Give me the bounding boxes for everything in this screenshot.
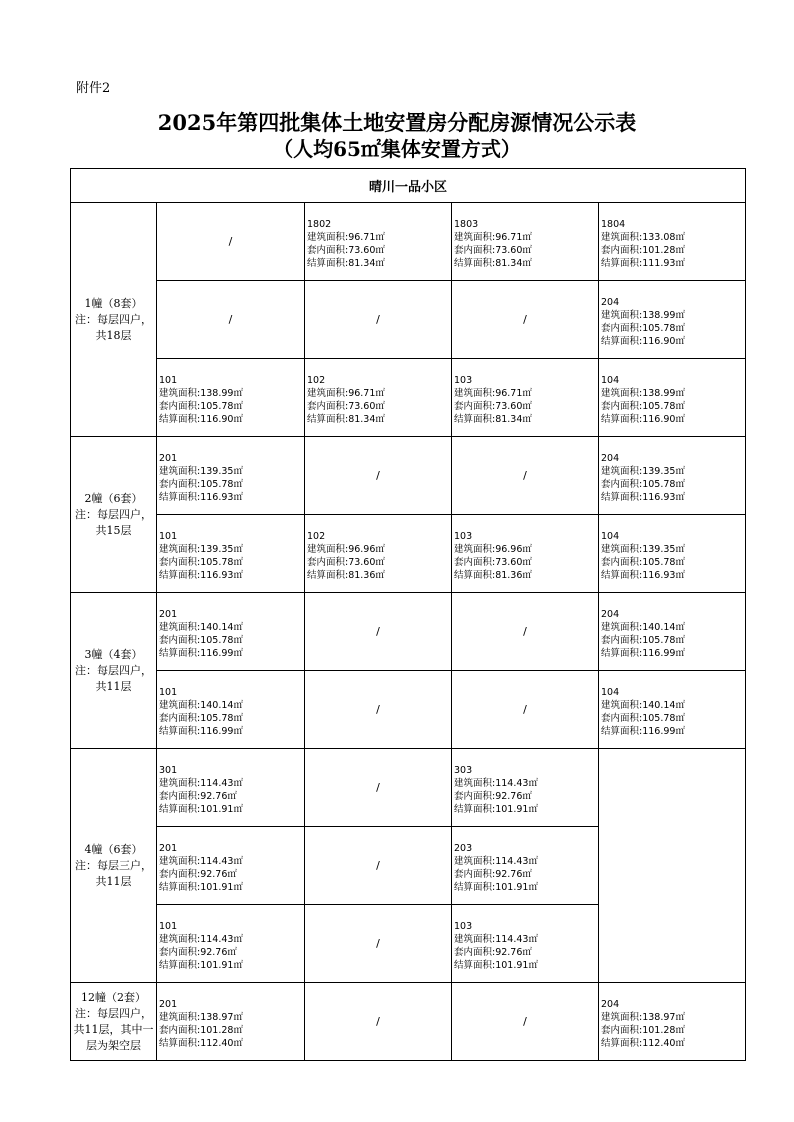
- building-name: 4幢（6套）: [84, 842, 143, 856]
- unit-number: 102: [307, 531, 326, 542]
- unit-cell: [157, 905, 305, 983]
- settle-area: 结算面积:81.36㎡: [454, 570, 532, 581]
- built-area: 建筑面积:114.43㎡: [454, 856, 538, 867]
- built-area: 建筑面积:114.43㎡: [454, 778, 538, 789]
- settle-area: 结算面积:101.91㎡: [159, 960, 243, 971]
- unit-number: 1803: [454, 219, 479, 230]
- building-cell: [71, 203, 157, 437]
- unit-cell: [157, 437, 305, 515]
- unit-number: 104: [601, 375, 620, 386]
- unit-number: 303: [454, 765, 473, 776]
- settle-area: 结算面积:101.91㎡: [159, 804, 243, 815]
- settle-area: 结算面积:116.90㎡: [159, 414, 243, 425]
- inner-area: 套内面积:92.76㎡: [454, 947, 532, 958]
- unit-number: 101: [159, 531, 178, 542]
- unit-number: 103: [454, 921, 473, 932]
- unit-cell: [157, 515, 305, 593]
- empty-unit-cell: /: [452, 281, 599, 359]
- unit-number: 102: [307, 375, 326, 386]
- settle-area: 结算面积:81.34㎡: [307, 258, 385, 269]
- building-name: 3幢（4套）: [84, 647, 143, 661]
- inner-area: 套内面积:92.76㎡: [159, 791, 237, 802]
- unit-cell: [452, 515, 599, 593]
- empty-unit-cell: /: [305, 671, 452, 749]
- built-area: 建筑面积:138.99㎡: [601, 388, 685, 399]
- table-row: [71, 593, 746, 671]
- building-note: 注：每层四户，: [75, 507, 152, 521]
- inner-area: 套内面积:105.78㎡: [159, 713, 243, 724]
- unit-cell: [599, 593, 746, 671]
- empty-unit-cell: /: [305, 905, 452, 983]
- built-area: 建筑面积:139.35㎡: [601, 466, 685, 477]
- table-row: [71, 749, 746, 827]
- unit-number: 101: [159, 375, 178, 386]
- inner-area: 套内面积:73.60㎡: [454, 401, 532, 412]
- inner-area: 套内面积:105.78㎡: [159, 401, 243, 412]
- built-area: 建筑面积:114.43㎡: [454, 934, 538, 945]
- table-row: [71, 203, 746, 281]
- unit-number: 103: [454, 375, 473, 386]
- inner-area: 套内面积:105.78㎡: [601, 635, 685, 646]
- built-area: 建筑面积:114.43㎡: [159, 856, 243, 867]
- inner-area: 套内面积:101.28㎡: [159, 1025, 243, 1036]
- inner-area: 套内面积:73.60㎡: [307, 245, 385, 256]
- building-cell: [71, 983, 157, 1061]
- attachment-label: 附件2: [76, 81, 111, 96]
- inner-area: 套内面积:105.78㎡: [601, 713, 685, 724]
- built-area: 建筑面积:114.43㎡: [159, 934, 243, 945]
- settle-area: 结算面积:116.93㎡: [601, 570, 685, 581]
- table-row: [71, 515, 746, 593]
- unit-cell: [157, 749, 305, 827]
- unit-number: 1802: [307, 219, 332, 230]
- inner-area: 套内面积:92.76㎡: [159, 947, 237, 958]
- inner-area: 套内面积:105.78㎡: [601, 557, 685, 568]
- empty-unit-cell: /: [305, 983, 452, 1061]
- empty-unit-cell: /: [452, 437, 599, 515]
- blank-cell: [599, 749, 746, 983]
- settle-area: 结算面积:111.93㎡: [601, 258, 685, 269]
- page-title: 2025年第四批集体土地安置房分配房源情况公示表: [157, 110, 637, 135]
- building-note: 共15层: [95, 523, 132, 537]
- unit-number: 301: [159, 765, 178, 776]
- unit-number: 204: [601, 297, 620, 308]
- unit-cell: [599, 671, 746, 749]
- settle-area: 结算面积:116.93㎡: [159, 492, 243, 503]
- unit-number: 104: [601, 531, 620, 542]
- unit-number: 1804: [601, 219, 626, 230]
- unit-number: 101: [159, 687, 178, 698]
- built-area: 建筑面积:139.35㎡: [159, 544, 243, 555]
- building-note: 共18层: [95, 328, 132, 342]
- building-note: 共11层，其中一: [73, 1022, 154, 1036]
- built-area: 建筑面积:96.71㎡: [307, 232, 385, 243]
- empty-unit-cell: /: [157, 203, 305, 281]
- empty-unit-cell: /: [305, 281, 452, 359]
- unit-number: 104: [601, 687, 620, 698]
- built-area: 建筑面积:133.08㎡: [601, 232, 685, 243]
- unit-cell: [599, 359, 746, 437]
- settle-area: 结算面积:116.90㎡: [601, 414, 685, 425]
- settle-area: 结算面积:112.40㎡: [601, 1038, 685, 1049]
- building-name: 12幢（2套）: [81, 990, 146, 1004]
- building-note: 共11层: [95, 874, 132, 888]
- settle-area: 结算面积:81.34㎡: [307, 414, 385, 425]
- building-name: 1幢（8套）: [84, 296, 143, 310]
- built-area: 建筑面积:140.14㎡: [601, 622, 685, 633]
- unit-number: 201: [159, 843, 178, 854]
- table-row: [71, 983, 746, 1061]
- unit-cell: [305, 515, 452, 593]
- built-area: 建筑面积:138.97㎡: [159, 1012, 243, 1023]
- inner-area: 套内面积:73.60㎡: [307, 401, 385, 412]
- empty-unit-cell: /: [452, 983, 599, 1061]
- unit-cell: [157, 827, 305, 905]
- settle-area: 结算面积:116.99㎡: [159, 648, 243, 659]
- table-row: [71, 437, 746, 515]
- empty-unit-cell: /: [305, 437, 452, 515]
- unit-number: 204: [601, 453, 620, 464]
- inner-area: 套内面积:92.76㎡: [454, 791, 532, 802]
- unit-number: 201: [159, 609, 178, 620]
- building-note: 注：每层四户，: [75, 312, 152, 326]
- built-area: 建筑面积:96.96㎡: [454, 544, 532, 555]
- settle-area: 结算面积:101.91㎡: [454, 960, 538, 971]
- settle-area: 结算面积:112.40㎡: [159, 1038, 243, 1049]
- built-area: 建筑面积:139.35㎡: [159, 466, 243, 477]
- table-row: [71, 671, 746, 749]
- unit-cell: [452, 827, 599, 905]
- inner-area: 套内面积:101.28㎡: [601, 245, 685, 256]
- unit-number: 101: [159, 921, 178, 932]
- table-row: [71, 281, 746, 359]
- empty-unit-cell: /: [452, 671, 599, 749]
- unit-cell: [452, 749, 599, 827]
- unit-number: 201: [159, 453, 178, 464]
- unit-cell: [452, 203, 599, 281]
- built-area: 建筑面积:96.71㎡: [454, 388, 532, 399]
- inner-area: 套内面积:105.78㎡: [159, 479, 243, 490]
- unit-cell: [452, 905, 599, 983]
- settle-area: 结算面积:116.99㎡: [159, 726, 243, 737]
- building-note: 注：每层三户，: [75, 858, 152, 872]
- settle-area: 结算面积:101.91㎡: [159, 882, 243, 893]
- empty-unit-cell: /: [452, 593, 599, 671]
- inner-area: 套内面积:105.78㎡: [601, 479, 685, 490]
- built-area: 建筑面积:138.99㎡: [601, 310, 685, 321]
- built-area: 建筑面积:138.99㎡: [159, 388, 243, 399]
- building-cell: [71, 437, 157, 593]
- housing-table: [70, 168, 746, 1061]
- inner-area: 套内面积:73.60㎡: [307, 557, 385, 568]
- built-area: 建筑面积:138.97㎡: [601, 1012, 685, 1023]
- settle-area: 结算面积:81.34㎡: [454, 258, 532, 269]
- empty-unit-cell: /: [157, 281, 305, 359]
- unit-number: 103: [454, 531, 473, 542]
- settle-area: 结算面积:116.90㎡: [601, 336, 685, 347]
- built-area: 建筑面积:140.14㎡: [159, 622, 243, 633]
- settle-area: 结算面积:116.93㎡: [601, 492, 685, 503]
- built-area: 建筑面积:140.14㎡: [601, 700, 685, 711]
- building-note: 注：每层四户，: [75, 1006, 152, 1020]
- unit-cell: [599, 437, 746, 515]
- built-area: 建筑面积:140.14㎡: [159, 700, 243, 711]
- built-area: 建筑面积:96.71㎡: [307, 388, 385, 399]
- inner-area: 套内面积:105.78㎡: [159, 635, 243, 646]
- building-note: 注：每层四户，: [75, 663, 152, 677]
- building-cell: [71, 593, 157, 749]
- unit-cell: [305, 203, 452, 281]
- settle-area: 结算面积:116.99㎡: [601, 726, 685, 737]
- unit-number: 204: [601, 999, 620, 1010]
- building-name: 2幢（6套）: [84, 491, 143, 505]
- settle-area: 结算面积:116.93㎡: [159, 570, 243, 581]
- inner-area: 套内面积:92.76㎡: [159, 869, 237, 880]
- built-area: 建筑面积:114.43㎡: [159, 778, 243, 789]
- community-name: 晴川一品小区: [71, 169, 746, 203]
- inner-area: 套内面积:105.78㎡: [159, 557, 243, 568]
- building-cell: [71, 749, 157, 983]
- settle-area: 结算面积:81.36㎡: [307, 570, 385, 581]
- empty-unit-cell: /: [305, 593, 452, 671]
- inner-area: 套内面积:73.60㎡: [454, 245, 532, 256]
- unit-cell: [599, 983, 746, 1061]
- unit-cell: [157, 593, 305, 671]
- built-area: 建筑面积:96.96㎡: [307, 544, 385, 555]
- settle-area: 结算面积:81.34㎡: [454, 414, 532, 425]
- built-area: 建筑面积:139.35㎡: [601, 544, 685, 555]
- empty-unit-cell: /: [305, 749, 452, 827]
- settle-area: 结算面积:101.91㎡: [454, 882, 538, 893]
- unit-cell: [452, 359, 599, 437]
- settle-area: 结算面积:101.91㎡: [454, 804, 538, 815]
- built-area: 建筑面积:96.71㎡: [454, 232, 532, 243]
- table-row: [71, 359, 746, 437]
- inner-area: 套内面积:92.76㎡: [454, 869, 532, 880]
- inner-area: 套内面积:73.60㎡: [454, 557, 532, 568]
- inner-area: 套内面积:105.78㎡: [601, 401, 685, 412]
- unit-number: 204: [601, 609, 620, 620]
- settle-area: 结算面积:116.99㎡: [601, 648, 685, 659]
- building-note: 层为架空层: [86, 1038, 141, 1052]
- inner-area: 套内面积:105.78㎡: [601, 323, 685, 334]
- unit-cell: [157, 983, 305, 1061]
- inner-area: 套内面积:101.28㎡: [601, 1025, 685, 1036]
- empty-unit-cell: /: [305, 827, 452, 905]
- unit-number: 201: [159, 999, 178, 1010]
- unit-cell: [305, 359, 452, 437]
- building-note: 共11层: [95, 679, 132, 693]
- unit-cell: [157, 671, 305, 749]
- page-subtitle: （人均65㎡集体安置方式）: [273, 137, 521, 161]
- unit-cell: [599, 203, 746, 281]
- unit-number: 203: [454, 843, 473, 854]
- unit-cell: [157, 359, 305, 437]
- unit-cell: [599, 281, 746, 359]
- unit-cell: [599, 515, 746, 593]
